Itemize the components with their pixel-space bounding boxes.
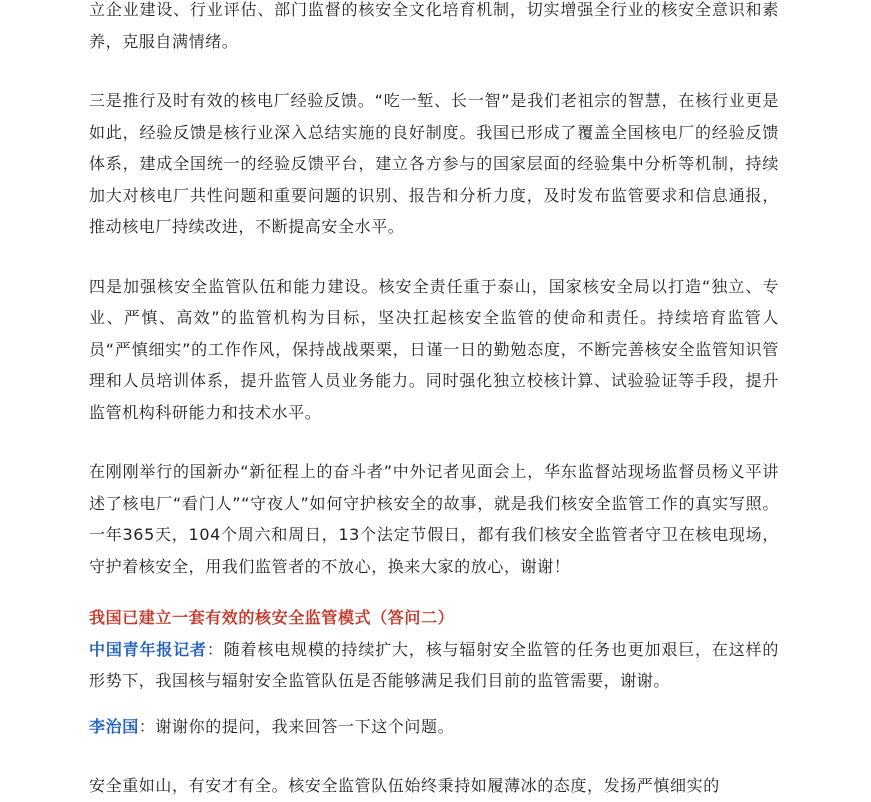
answer-speaker: 李治国 — [89, 716, 139, 736]
article-body — [89, 0, 779, 795]
question-paragraph — [89, 634, 779, 697]
question-text: ：随着核电规模的持续扩大，核与辐射安全监管的任务也更加艰巨，在这样的形势下，我国核与辐射安全监管队伍是否能够满足我们目前的监管需要，谢谢。 — [89, 639, 779, 690]
question-speaker: 中国青年报记者 — [89, 639, 207, 659]
paragraph-experience-feedback: 三是推行及时有效的核电厂经验反馈。“吃一堑、长一智”是我们老祖宗的智慧，在核行业更是如此，经验反馈是核行业深入总结实施的良好制度。我国已形成了覆盖全国核电厂的经验反馈体系，建成全国统一的经验反馈平台，建立各方参与的国家层面的经验集中分析等机制，持续加大对核电厂共性问题和重要问题的识别、报告和分析力度，及时发布监管要求和信息通报，推动核电厂持续改进，不断提高安全水平。 — [89, 91, 779, 236]
article-content — [89, 0, 779, 802]
paragraph-regulatory-team: 四是加强核安全监管队伍和能力建设。核安全责任重于泰山，国家核安全局以打造“独立、专业、严慎、高效”的监管机构为目标，坚决扛起核安全监管的使命和责任。持续培育监管人员“严慎细实”的工作作风，保持战战栗栗，日谨一日的勤勉态度，不断完善核安全监管知识管理和人员培训体系，提升监管人员业务能力。同时强化独立校核计算、试验验证等手段，提升监管机构科研能力和技术水平。 — [89, 276, 779, 422]
paragraph-culture: 立企业建设、行业评估、部门监督的核安全文化培育机制，切实增强全行业的核安全意识和素养，克服自满情绪。 — [89, 0, 779, 51]
paragraph-east-china-station: 在刚刚举行的国新办“新征程上的奋斗者”中外记者见面会上，华东监督站现场监督员杨义平讲述了核电厂“看门人”“守夜人”如何守护核安全的故事，就是我们核安全监管工作的真实写照。一年365天，104个周六和周日，13个法定节假日，都有我们核安全监管者守卫在核电现场，守护着核安全，用我们监管者的不放心，换来大家的放心，谢谢！ — [89, 462, 779, 576]
answer-paragraph — [89, 711, 779, 743]
final-paragraph: 安全重如山，有安才有全。核安全监管队伍始终秉持如履薄冰的态度，发扬严慎细实的 — [89, 776, 720, 795]
section-heading: 我国已建立一套有效的核安全监管模式（答问二） — [89, 608, 455, 627]
answer-text: ：谢谢你的提问，我来回答一下这个问题。 — [138, 716, 455, 736]
